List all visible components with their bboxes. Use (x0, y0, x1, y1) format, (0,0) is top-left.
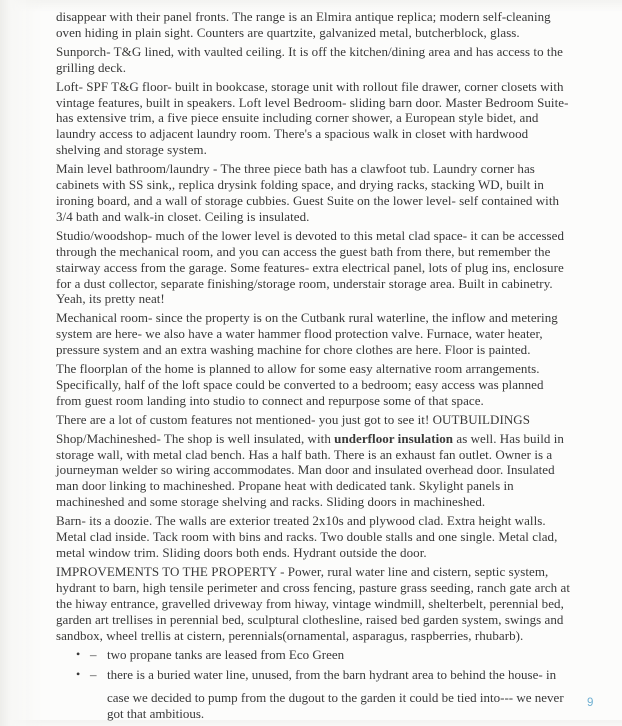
bullet-line (107, 690, 570, 722)
paragraph (56, 412, 570, 428)
bullet-dash: – (90, 647, 97, 663)
bullet-marker: • (76, 647, 81, 662)
paragraph (56, 431, 570, 511)
bold-text: underfloor insulation (334, 430, 454, 446)
page-number: 9 (587, 697, 594, 709)
text-run: Sunporch- T&G lined, with vaulted ceiling. It is off the kitchen/dining area and has access to the grilling deck. (56, 43, 563, 75)
paragraph (56, 564, 570, 644)
paragraph (56, 44, 570, 76)
document-body (56, 9, 570, 726)
text-run: Barn- its a doozie. The walls are exterior treated 2x10s and plywood clad. Extra height walls. Metal clad inside. Tack room with bins and racks. Two double stalls and one single. Metal clad, metal window trim. Sliding doors both ends. Hydrant outside the door. (56, 513, 558, 560)
bullet-marker: • (76, 667, 81, 682)
text-run: Mechanical room- since the property is on the Cutbank rural waterline, the inflow and metering system are here- we also have a water hammer flood protection valve. Furnace, water heater, pressure system and an extra washing machine for chore clothes are here. Floor is painted. (56, 310, 558, 358)
text-run: there is a buried water line, unused, from the barn hydrant area to behind the house- in (107, 667, 557, 683)
paragraph (56, 513, 570, 561)
text-run: two propane tanks are leased from Eco Green (107, 647, 345, 663)
paragraph (56, 228, 570, 308)
bullet-content (107, 667, 570, 722)
text-run: disappear with their panel fronts. The range is an Elmira antique replica; modern self-cleaning oven hiding in plain sight. Counters are quartzite, galvanized metal, butcherblock, glass. (56, 9, 551, 40)
paragraph (56, 9, 570, 41)
bullet-dash: – (90, 667, 97, 683)
bullet-item (76, 667, 570, 722)
paragraph (56, 361, 570, 409)
text-run: Shop/Machineshed- The shop is well insulated, with (56, 430, 335, 446)
text-run: Studio/woodshop- much of the lower level is devoted to this metal clad space- it can be accessed through the mechanical room, and you can access the guest bath from there, but remember the stairway access from the garage. Some features- extra electrical panel, lots of plug ins, enclosure for a dust collector, separate finishing/storage room, understair storage area. Built in cabinetry. Yeah, its pretty neat! (56, 227, 565, 307)
text-run: case we decided to pump from the dugout to the garden it could be tied into--- we never got that ambitious. (107, 690, 564, 722)
text-run: The floorplan of the home is planned to allow for some easy alternative room arrangements. Specifically, half of the loft space could be converted to a bedroom; easy access was planned from guest room landing into studio to connect and repurpose some of that space. (56, 361, 544, 408)
bullet-item (76, 647, 570, 663)
text-run: IMPROVEMENTS TO THE PROPERTY - Power, rural water line and cistern, septic system, hydrant to barn, high tensile perimeter and cross fencing, pasture grass seeding, ranch gate arch at the hiway entrance, gravelled driveway from hiway, vintage windmill, shelterbelt, perennial bed, garden art trellises in perennial bed, sculptural clothesline, raised bed garden system, swings and sandbox, wheel trellis at cistern, perennials(ornamental, asparagus, raspberries, rhubarb). (56, 563, 570, 643)
paragraph (56, 161, 570, 225)
paragraph (56, 310, 570, 358)
bullet-line (107, 647, 570, 663)
paragraph (56, 79, 570, 159)
text-run: Main level bathroom/laundry - The three piece bath has a clawfoot tub. Laundry corner has cabinets with SS sink,, replica drysink folding space, and drying racks, stacking WD, built in ironing board, and a wall of storage cubbies. Guest Suite on the lower level- self contained with 3/4 bath and walk-in closet. Ceiling is insulated. (56, 161, 560, 224)
text-run: There are a lot of custom features not mentioned- you just got to see it! OUTBUILDINGS (56, 411, 530, 427)
bullet-line (107, 667, 570, 683)
text-run: Loft- SPF T&G floor- built in bookcase, storage unit with rollout file drawer, corner closets with vintage features, built in speakers. Loft level Bedroom- sliding barn door. Master Bedroom Suite- has extensive trim, a five piece ensuite including corner shower, a European style bidet, and laundry access to adjacent laundry room. There's a spacious walk in closet with hardwood shelving and storage system. (56, 78, 569, 158)
text-run: as well. Has build in storage wall, with metal clad bench. Has a half bath. There is an exhaust fan outlet. Owner is a journeyman welder so wiring accommodates. Man door and insulated overhead door. Insulated man door linking to machineshed. Propane heat with dedicated tank. Skylight panels in machineshed and some storage shelving and racks. Sliding doors in machineshed. (56, 430, 564, 510)
bullet-content (107, 647, 570, 663)
